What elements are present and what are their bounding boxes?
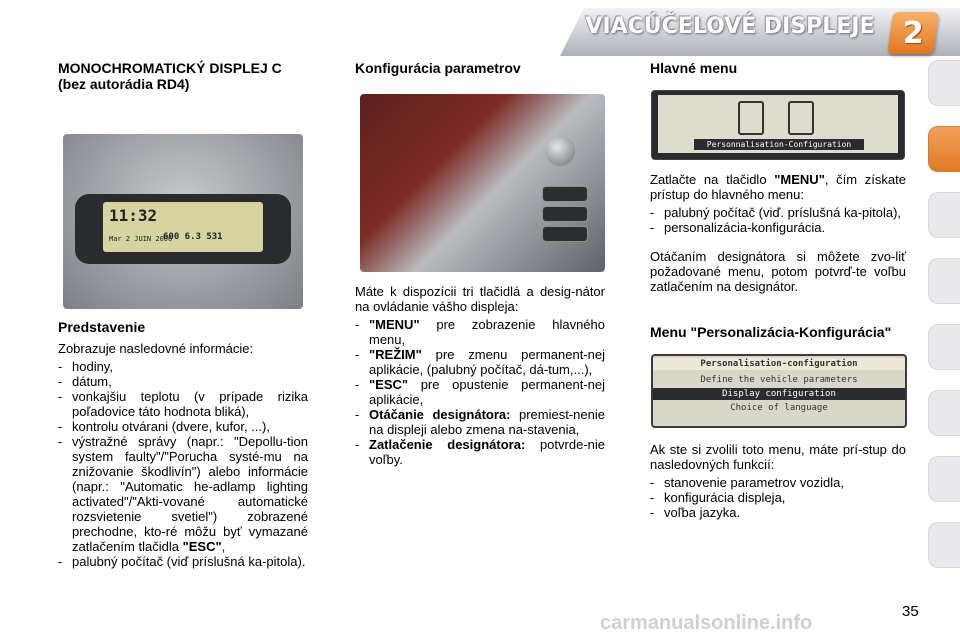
page-title: VIACÚČELOVÉ DISPLEJE [585,14,875,39]
list-item: - voľba jazyka. [650,505,741,520]
paragraph: Ak ste si zvolili toto menu, máte prí-stup do nasledovných funkcií: [650,442,906,472]
button-icon [542,186,588,202]
functions-list [650,475,906,520]
paragraph: Otáčaním designátora si môžete zvo-liť požadované menu, potom potvrď-te voľbu zatlačením na designátor. [650,249,906,294]
button-icon [542,226,588,242]
chapter-number: 2 [902,15,924,51]
configuration-icon [788,101,814,135]
lcd-date: Mar 2 JUIN 2006 [109,235,173,243]
list-item: - stanovenie parametrov vozidla, [650,475,844,490]
controls-photo [360,94,605,272]
column-display-c [58,60,308,569]
list-item: - "REŽIM" pre zmenu permanent-nej aplikácie, (palubný počítač, dá-tum,...), [355,347,605,377]
side-tab[interactable] [928,456,960,502]
lcd-values: 600 6.3 531 [163,232,223,242]
list-item: - Zatlačenie designátora: potvrde-nie voľby. [355,437,605,467]
config-option: Define the vehicle parameters [700,375,858,385]
list-item: - konfigurácia displeja, [650,490,786,505]
menu-highlight: Personnalisation-Configuration [694,139,864,150]
side-tab[interactable] [928,192,960,238]
list-item: - "MENU" pre zobrazenie hlavného menu, [355,317,605,347]
info-list [58,359,308,569]
section-heading: MONOCHROMATICKÝ DISPLEJ C (bez autorádia RD4) [58,60,282,92]
list-item: - výstražné správy (napr.: "Depollu-tion system faulty"/"Porucha systé-mu na znižovanie škodlivín") alebo informácie (napr.: "Automatic he-adlamp lighting activated"/"Akti-vované automatické rozsvietenie svetiel") zobrazené prechodne, kto-ré môžu byť vymazané zatlačením tlačidla "ESC", [58,434,308,554]
esc-label: "ESC" [182,539,222,554]
list-item: - kontrolu otvárani (dvere, kufor, ...), [58,419,270,434]
button-icon [542,206,588,222]
lcd-clock: 11:32 [109,206,158,225]
column-main-menu [650,60,906,520]
side-tab[interactable] [928,522,960,568]
list-item: - personalizácia-konfigurácia. [650,220,826,235]
intro-text: Máte k dispozícii tri tlačidlá a desig-nátor na ovládanie vášho displeja: [355,284,605,314]
config-option: Choice of language [730,403,828,413]
designator-knob-icon [545,136,575,166]
list-item: - hodiny, [58,359,113,374]
subheading-predstavenie: Predstavenie [58,319,146,335]
side-tab-active[interactable] [928,126,960,172]
menu-lcd [658,95,898,153]
list-item: - Otáčanie designátora: premiest-nenie na displeji alebo zmena na-stavenia, [355,407,605,437]
chapter-badge [887,12,939,54]
column-configuration [355,60,605,467]
main-menu-screen [651,90,905,160]
page-number: 35 [902,603,919,620]
list-item: - dátum, [58,374,112,389]
list-item: - palubný počítač (viď. príslušná ka-pitola), [650,205,902,220]
section-heading: Hlavné menu [650,60,738,76]
side-tab[interactable] [928,390,960,436]
side-tab[interactable] [928,258,960,304]
side-tab[interactable] [928,60,960,106]
subheading-config-menu: Menu "Personalizácia-Konfigurácia" [650,324,892,340]
lcd-screen [103,202,263,252]
section-heading: Konfigurácia parametrov [355,60,521,76]
config-menu-screen [651,354,907,428]
paragraph: Zatlačte na tlačidlo "MENU", čím získate prístup do hlavného menu: [650,172,906,202]
config-title: Personalisation-configuration [653,358,905,370]
watermark: carmanualsonline.info [600,612,813,634]
display-photo [63,134,303,309]
list-item: - vonkajšiu teplotu (v prípade rizika poľadovice táto hodnota bliká), [58,389,308,419]
list-item: - "ESC" pre opustenie permanent-nej aplikácie, [355,377,605,407]
list-item: - palubný počítač (viď príslušná ka-pitola). [58,554,306,569]
config-option-selected: Display configuration [653,388,905,400]
side-tab-strip [928,60,960,580]
controls-list [355,317,605,467]
intro-text: Zobrazuje nasledovné informácie: [58,341,254,356]
side-tab[interactable] [928,324,960,370]
trip-computer-icon [738,101,764,135]
menu-list [650,205,906,235]
